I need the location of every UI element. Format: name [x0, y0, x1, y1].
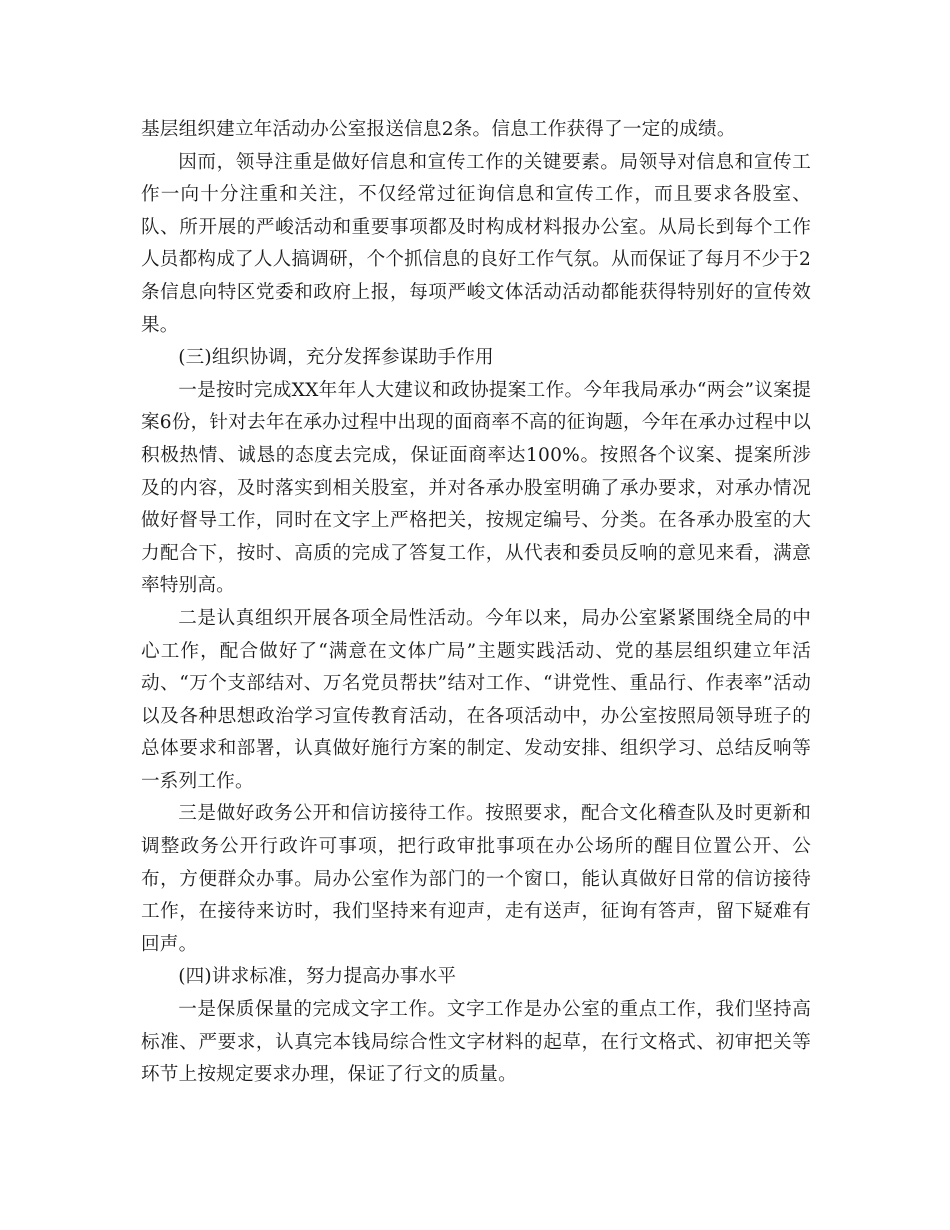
paragraph-2: 因而，领导注重是做好信息和宣传工作的关键要素。局领导对信息和宣传工作一向十分注重和关注，不仅经常过征询信息和宣传工作，而且要求各股室、队、所开展的严峻活动和重要事项都及时构成材料报办公室。从局长到每个工作人员都构成了人人搞调研，个个抓信息的良好工作气氛。从而保证了每月不少于2条信息向特区党委和政府上报，每项严峻文体活动活动都能获得特别好的宣传效果。: [141, 151, 811, 336]
paragraph-5: 二是认真组织开展各项全局性活动。今年以来，局办公室紧紧围绕全局的中心工作，配合做好了“满意在文体广局”主题实践活动、党的基层组织建立年活动、“万个支部结对、万名党员帮扶”结对工作、“讲党性、重品行、作表率”活动以及各种思想政治学习宣传教育活动，在各项活动中，办公室按照局领导班子的总体要求和部署，认真做好施行方案的制定、发动安排、组织学习、总结反响等一系列工作。: [141, 607, 811, 792]
paragraph-8: 一是保质保量的完成文字工作。文字工作是办公室的重点工作，我们坚持高标准、严要求，认真完本钱局综合性文字材料的起草，在行文格式、初审把关等环节上按规定要求办理，保证了行文的质量。: [141, 999, 811, 1086]
paragraph-4: 一是按时完成XX年年人大建议和政协提案工作。今年我局承办“两会”议案提案6份，针对去年在承办过程中出现的面商率不高的征询题，今年在承办过程中以积极热情、诚恳的态度去完成，保证面商率达100%。按照各个议案、提案所涉及的内容，及时落实到相关股室，并对各承办股室明确了承办要求，对承办情况做好督导工作，同时在文字上严格把关，按规定编号、分类。在各承办股室的大力配合下，按时、高质的完成了答复工作，从代表和委员反响的意见来看，满意率特别高。: [141, 379, 811, 597]
document-body: [141, 114, 811, 1092]
paragraph-6: 三是做好政务公开和信访接待工作。按照要求，配合文化稽查队及时更新和调整政务公开行政许可事项，把行政审批事项在办公场所的醒目位置公开、公布，方便群众办事。局办公室作为部门的一个窗口，能认真做好日常的信访接待工作，在接待来访时，我们坚持来有迎声，走有送声，征询有答声，留下疑难有回声。: [141, 803, 811, 955]
paragraph-1: 基层组织建立年活动办公室报送信息2条。信息工作获得了一定的成绩。: [141, 119, 736, 140]
section-heading-3: (三)组织协调，充分发挥参谋助手作用: [178, 347, 494, 369]
section-heading-4: (四)讲求标准，努力提高办事水平: [178, 966, 457, 988]
